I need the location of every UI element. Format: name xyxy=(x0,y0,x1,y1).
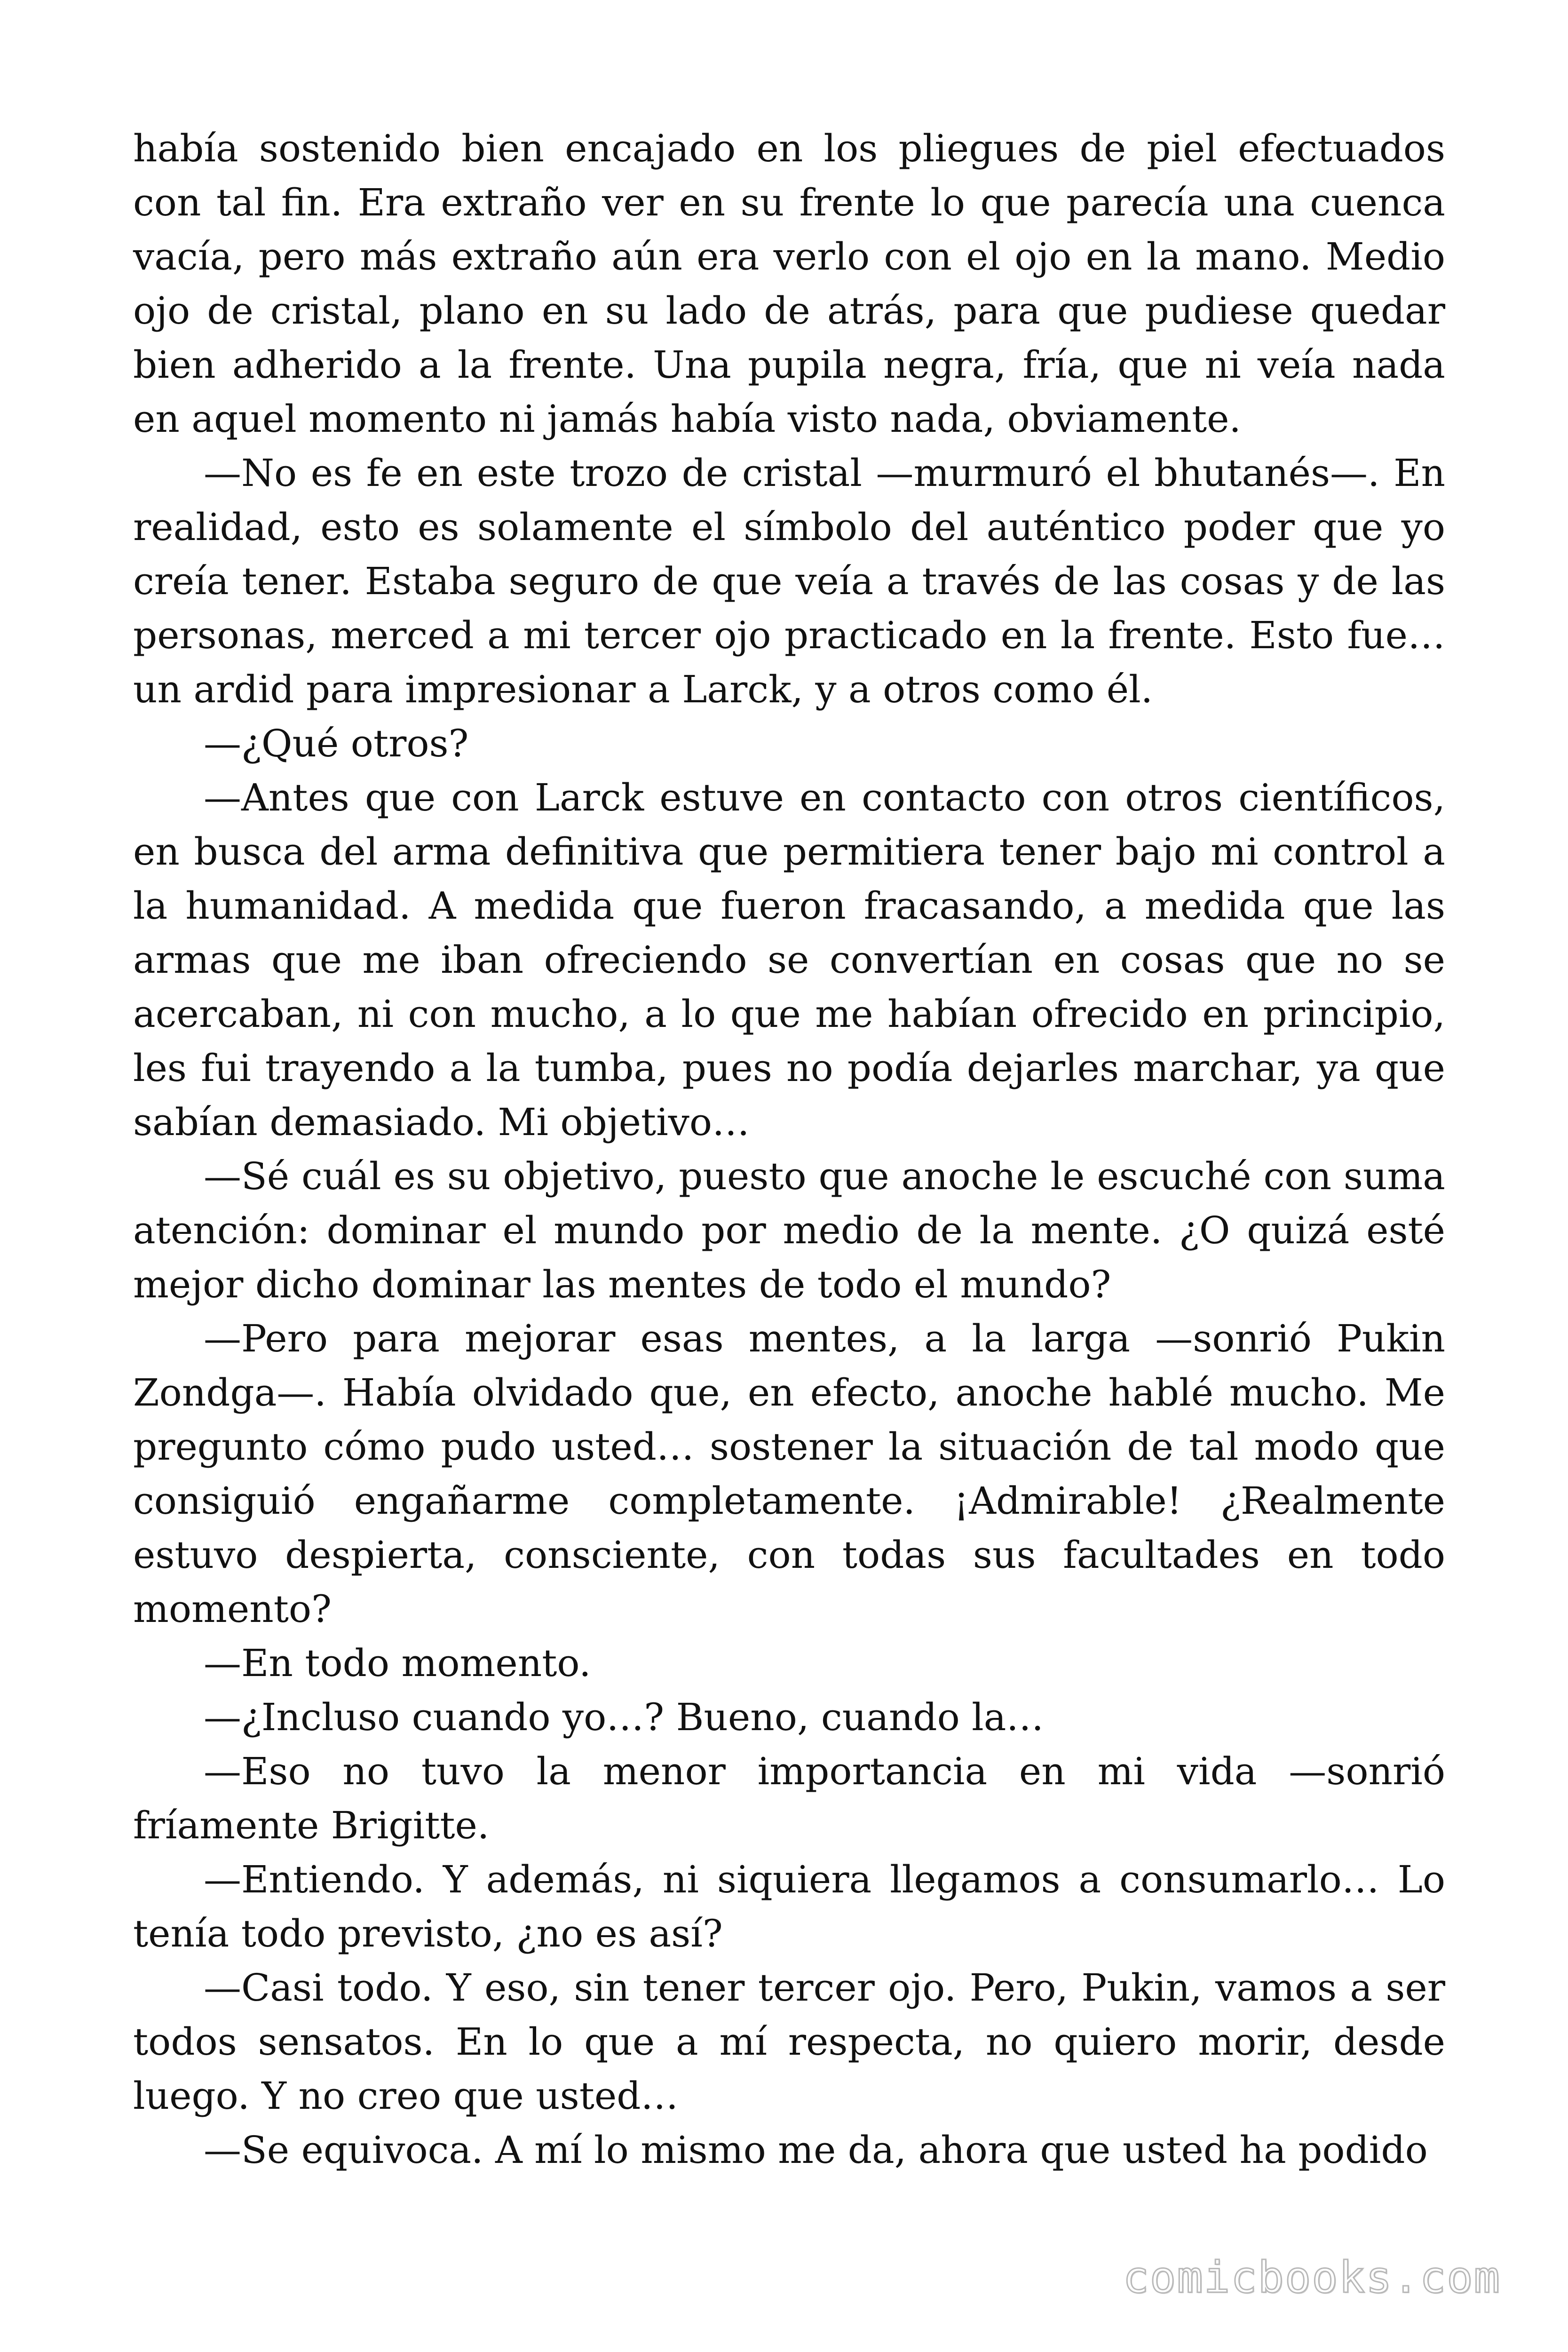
paragraph: —¿Qué otros? xyxy=(204,722,469,765)
page-text xyxy=(133,121,1445,2177)
watermark: comicbooks.com xyxy=(1123,2252,1501,2303)
paragraph: —No es fe en este trozo de cristal —murmuró el bhutanés—. En realidad, esto es solamente el símbolo del auténtico poder que yo creía tener. Estaba seguro de que veía a través de las cosas y de las personas, merced a mi tercer ojo practicado en la frente. Esto fue… un ardid para impresionar a Larck, y a otros como él. xyxy=(133,451,1445,711)
paragraph: había sostenido bien encajado en los pliegues de piel efectuados con tal fin. Era extraño ver en su frente lo que parecía una cuenca vacía, pero más extraño aún era verlo con el ojo en la mano. Medio ojo de cristal, plano en su lado de atrás, para que pudiese quedar bien adherido a la frente. Una pupila negra, fría, que ni veía nada en aquel momento ni jamás había visto nada, obviamente. xyxy=(133,127,1445,441)
paragraph: —Pero para mejorar esas mentes, a la larga —sonrió Pukin Zondga—. Había olvidado que, en efecto, anoche hablé mucho. Me pregunto cómo pudo usted… sostener la situación de tal modo que consiguió engañarme completamente. ¡Admirable! ¿Realmente estuvo despierta, consciente, con todas sus facultades en todo momento? xyxy=(133,1317,1445,1631)
paragraph: —Eso no tuvo la menor importancia en mi vida —sonrió fríamente Brigitte. xyxy=(133,1749,1445,1847)
paragraph: —¿Incluso cuando yo…? Bueno, cuando la… xyxy=(204,1695,1044,1739)
paragraph: —Se equivoca. A mí lo mismo me da, ahora que usted ha podido xyxy=(204,2128,1428,2172)
paragraph: —Casi todo. Y eso, sin tener tercer ojo. Pero, Pukin, vamos a ser todos sensatos. En lo que a mí respecta, no quiero morir, desde luego. Y no creo que usted… xyxy=(133,1966,1445,2118)
paragraph: —Antes que con Larck estuve en contacto con otros científicos, en busca del arma definitiva que permitiera tener bajo mi control a la humanidad. A medida que fueron fracasando, a medida que las armas que me iban ofreciendo se convertían en cosas que no se acercaban, ni con mucho, a lo que me habían ofrecido en principio, les fui trayendo a la tumba, pues no podía dejarles marchar, ya que sabían demasiado. Mi objetivo… xyxy=(133,776,1445,1144)
paragraph: —Entiendo. Y además, ni siquiera llegamos a consumarlo… Lo tenía todo previsto, ¿no es así? xyxy=(133,1858,1445,1955)
paragraph: —En todo momento. xyxy=(204,1641,591,1685)
paragraph: —Sé cuál es su objetivo, puesto que anoche le escuché con suma atención: dominar el mundo por medio de la mente. ¿O quizá esté mejor dicho dominar las mentes de todo el mundo? xyxy=(133,1154,1445,1306)
